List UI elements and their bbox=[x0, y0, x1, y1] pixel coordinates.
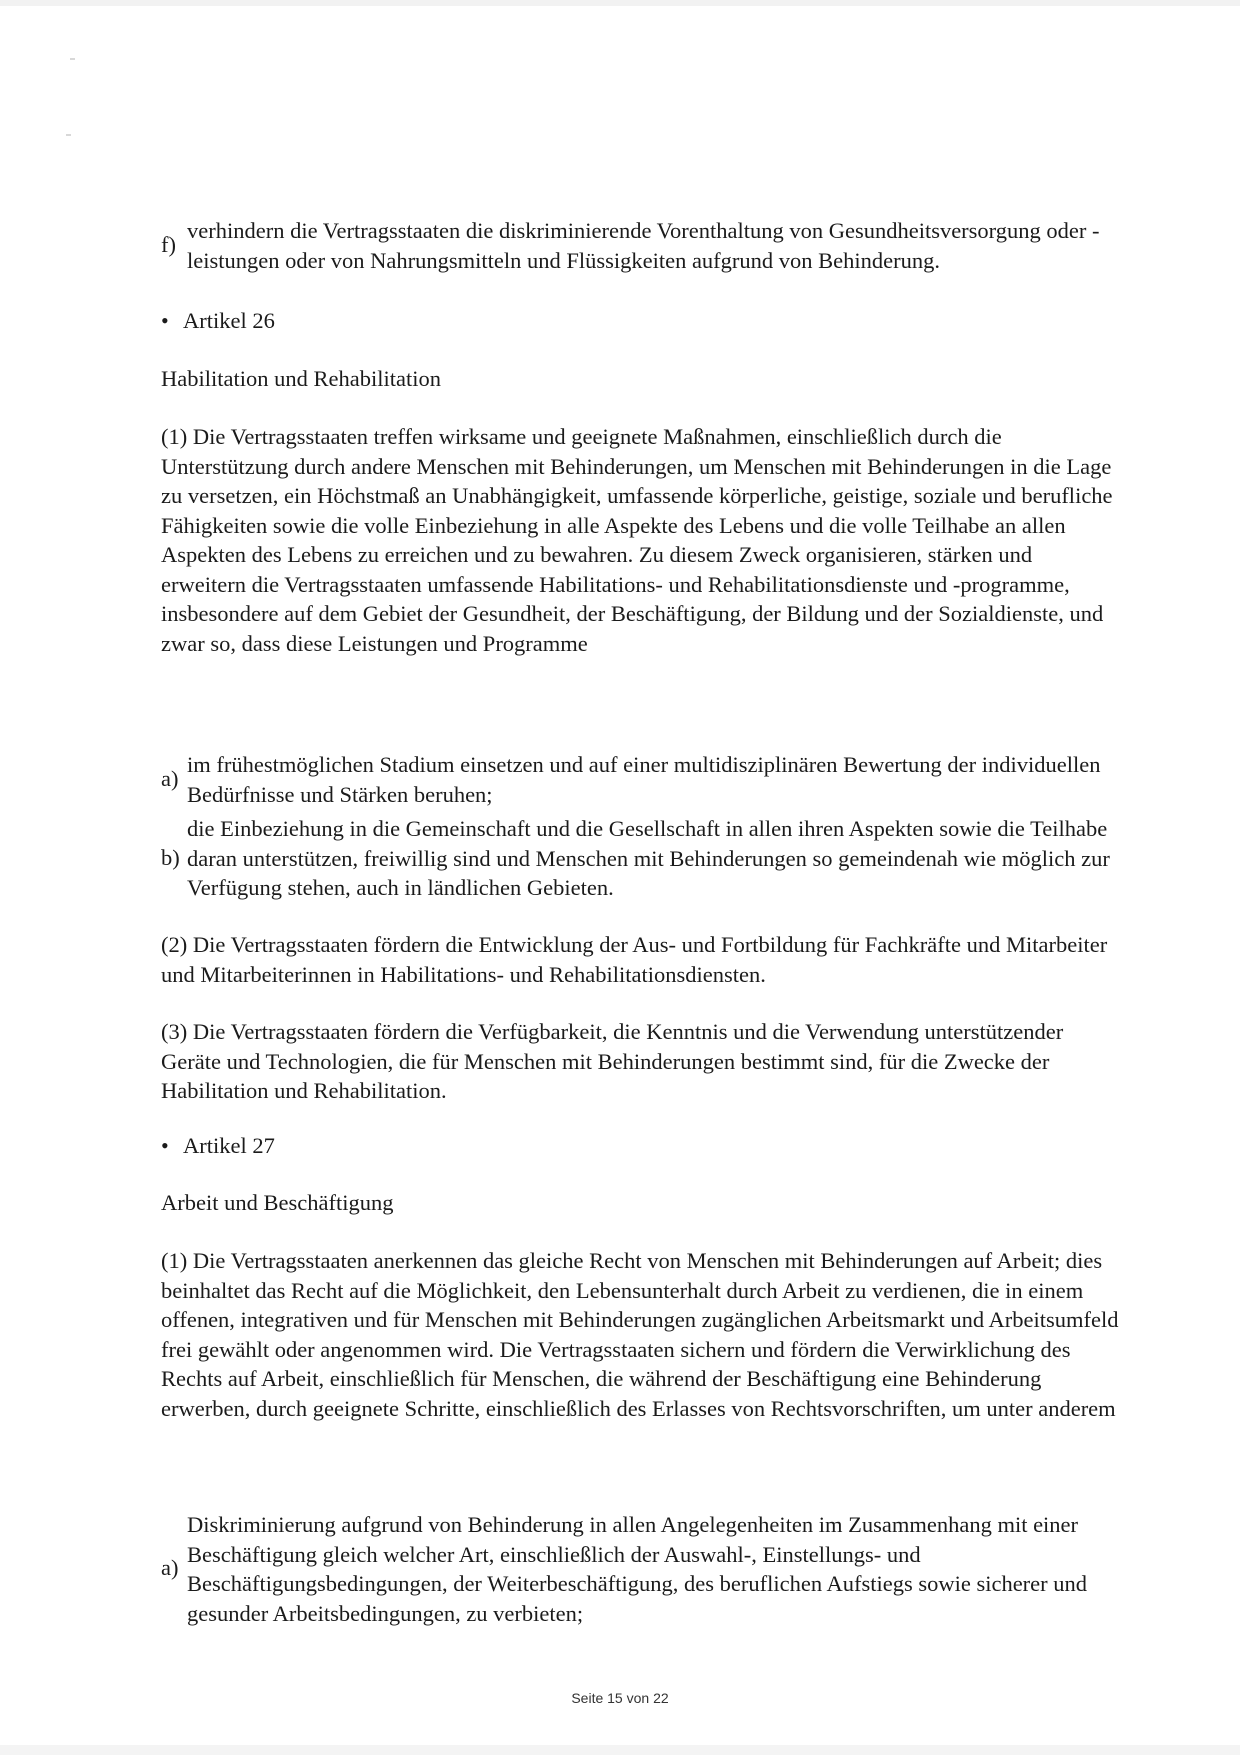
bullet-icon: • bbox=[161, 1133, 169, 1158]
article-number: Artikel 26 bbox=[183, 308, 275, 333]
scan-edge-top bbox=[0, 0, 1240, 6]
item-text: Diskriminierung aufgrund von Behinderung in allen Angelegenheiten im Zusammenhang mit einer Beschäftigung gleich welcher Art, einschließlich der Auswahl-, Einstellungs- und Beschäftigungsbedingungen, der Weiterbeschäftigung, des beruflichen Aufstiegs sowie sicherer und gesunder Arbeitsbedingungen, zu verbieten; bbox=[187, 1512, 1088, 1626]
article-27-title: Arbeit und Beschäftigung bbox=[161, 1190, 394, 1215]
scan-speck bbox=[66, 134, 71, 136]
list-item-f bbox=[161, 216, 1141, 276]
list-item-a bbox=[161, 750, 1141, 810]
bullet-icon: • bbox=[161, 308, 169, 333]
scan-speck bbox=[70, 58, 75, 60]
list-item-a bbox=[161, 1510, 1141, 1630]
item-text: verhindern die Vertragsstaaten die diskriminierende Vorenthaltung von Gesundheitsversorgung oder -leistungen oder von Nahrungsmitteln und Flüssigkeiten aufgrund von Behinderung. bbox=[187, 218, 1100, 273]
item-text: im frühestmöglichen Stadium einsetzen und auf einer multidisziplinären Bewertung der individuellen Bedürfnisse und Stärken beruhen; bbox=[187, 752, 1101, 807]
article-26-paragraph-3: (3) Die Vertragsstaaten fördern die Verfügbarkeit, die Kenntnis und die Verwendung unterstützender Geräte und Technologien, die für Menschen mit Behinderungen bestimmt sind, für die Zwecke der Habilitation und Rehabilitation. bbox=[161, 1019, 1064, 1103]
article-27-paragraph-1: (1) Die Vertragsstaaten anerkennen das gleiche Recht von Menschen mit Behinderungen auf Arbeit; dies beinhaltet das Recht auf die Möglichkeit, den Lebensunterhalt durch Arbeit zu verdienen, die in einem offenen, integrativen und für Menschen mit Behinderungen zugänglichen Arbeitsmarkt und Arbeitsumfeld frei gewählt oder angenommen wird. Die Vertragsstaaten sichern und fördern die Verwirklichung des Rechts auf Arbeit, einschließlich für Menschen, die während der Beschäftigung eine Behinderung erwerben, durch geeignete Schritte, einschließlich des Erlasses von Rechtsvorschriften, um unter anderem bbox=[161, 1248, 1119, 1421]
article-27-heading bbox=[161, 1131, 275, 1161]
item-label: a) bbox=[161, 766, 179, 791]
scan-edge-bottom bbox=[0, 1745, 1240, 1755]
article-26-paragraph-2: (2) Die Vertragsstaaten fördern die Entwicklung der Aus- und Fortbildung für Fachkräfte und Mitarbeiter und Mitarbeiterinnen in Habilitations- und Rehabilitationsdiensten. bbox=[161, 932, 1108, 987]
item-label: f) bbox=[161, 232, 176, 257]
item-text: die Einbeziehung in die Gemeinschaft und die Gesellschaft in allen ihren Aspekten sowie die Teilhabe daran unterstützen, freiwillig sind und Menschen mit Behinderungen so gemeindenah wie möglich zur Verfügung stehen, auch in ländlichen Gebieten. bbox=[187, 816, 1110, 900]
item-label: a) bbox=[161, 1555, 179, 1580]
article-26-title: Habilitation und Rehabilitation bbox=[161, 366, 441, 391]
item-label: b) bbox=[161, 845, 180, 870]
page-number-footer: Seite 15 von 22 bbox=[571, 1690, 669, 1706]
article-26-heading bbox=[161, 306, 275, 336]
list-item-b bbox=[161, 814, 1141, 904]
article-number: Artikel 27 bbox=[183, 1133, 275, 1158]
article-26-paragraph-1: (1) Die Vertragsstaaten treffen wirksame und geeignete Maßnahmen, einschließlich durch die Unterstützung durch andere Menschen mit Behinderungen, um Menschen mit Behinderungen in die Lage zu versetzen, ein Höchstmaß an Unabhängigkeit, umfassende körperliche, geistige, soziale und berufliche Fähigkeiten sowie die volle Einbeziehung in alle Aspekte des Lebens und die volle Teilhabe an allen Aspekten des Lebens zu erreichen und zu bewahren. Zu diesem Zweck organisieren, stärken und erweitern die Vertragsstaaten umfassende Habilitations- und Rehabilitationsdienste und -programme, insbesondere auf dem Gebiet der Gesundheit, der Beschäftigung, der Bildung und der Sozialdienste, und zwar so, dass diese Leistungen und Programme bbox=[161, 424, 1113, 656]
